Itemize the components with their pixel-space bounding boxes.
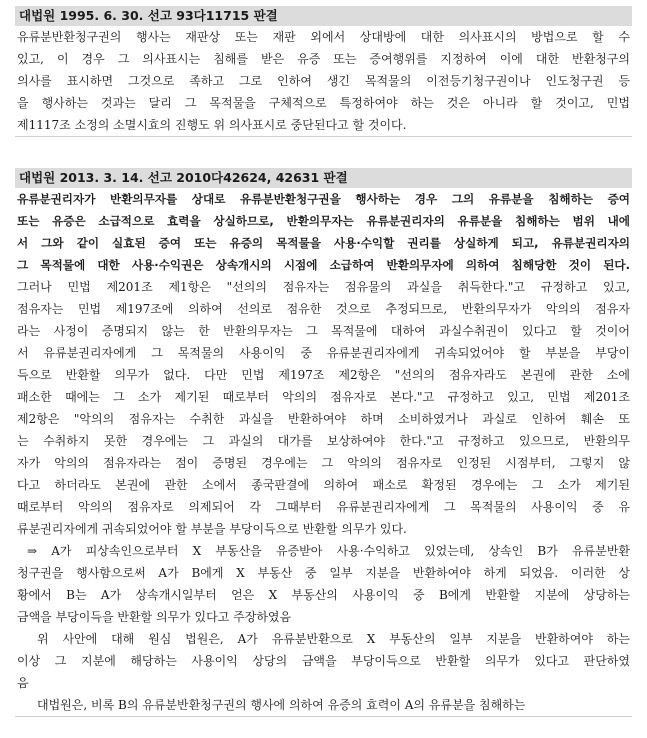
supreme-court-line: 대법원은, 비록 B의 유류분반환청구권의 행사에 의하여 유증의 효력이 A의 유류분을 침해하는	[37, 698, 526, 712]
summary-line: 황에서 B는 A가 상속개시일부터 얻은 X 부동산의 사용이익 중 B에게 반환할 지분에 상당하는	[17, 588, 630, 602]
text-line: 패소한 때에는 그 소가 제기된 때로부터 악의의 점유자로 본다."고 규정하고 있고, 민법 제201조	[17, 390, 630, 404]
holding-line: 유류분권리자가 반환의무자를 상대로 유류분반환청구권을 행사하는 경우 그의 유류분을 침해하는 증여	[17, 192, 630, 206]
text-line: 점유자는 민법 제197조에 의하여 선의로 점유한 것으로 추정되므로, 반환의무자가 악의의 점유자	[17, 302, 630, 316]
holding-line: 서 그와 같이 실효된 증여 또는 유증의 목적물을 사용·수익할 권리를 상실하게 되고, 유류분권리자의	[17, 236, 630, 250]
case-title: 대법원 2013. 3. 14. 선고 2010다42624, 42631 판결	[15, 168, 632, 188]
text-line: 제1117조 소정의 소멸시효의 진행도 위 의사표시로 중단된다고 할 것이다.	[17, 118, 407, 132]
text-line: 라는 사정이 증명되지 않는 한 반환의무자는 그 목적물에 대하여 과실수취권이 있다고 할 것이어	[17, 324, 630, 338]
text-line: 다고 하더라도 본권에 관한 소에서 종국판결에 의하여 패소로 확정된 경우에는 그 소가 제기된	[17, 478, 630, 492]
holding-line: 또는 유증은 소급적으로 효력을 상실하므로, 반환의무자는 유류분권리자의 유류분을 침해하는 범위 내에	[17, 214, 630, 228]
text-line: 제2항은 "악의의 점유자는 수취한 과실을 반환하여야 하며 소비하였거나 과실로 인하여 훼손 또	[17, 412, 630, 426]
lower-court-line: 음	[17, 676, 29, 690]
case-body	[15, 26, 632, 137]
text-line: 그러나 민법 제201조 제1항은 "선의의 점유자는 점유물의 과실을 취득한다."고 규정하고 있고,	[17, 280, 630, 294]
text-line: 때로부터 악의의 점유자로 의제되어 각 그때부터 유류분권리자에게 그 목적물의 사용이익 중 유	[17, 500, 630, 514]
summary-line: 금액을 부당이득을 반환할 의무가 있다고 주장하였음	[17, 610, 292, 624]
text-line: 을 행사하는 것과는 달리 그 목적물을 구체적으로 특정하여야 하는 것은 아니라 할 것이고, 민법	[17, 96, 630, 110]
holding-line: 그 목적물에 대한 사용·수익권은 상속개시의 시점에 소급하여 반환의무자에 의하여 침해당한 것이 된다.	[17, 258, 630, 272]
text-line: 있고, 이 경우 그 의사표시는 침해를 받은 유증 또는 증여행위를 지정하여 이에 대한 반환청구의	[17, 52, 630, 66]
text-line: 자가 악의의 점유자라는 점이 증명된 경우에는 그 악의의 점유자로 인정된 시점부터, 그렇지 않	[17, 456, 630, 470]
lower-court-line: 위 사안에 대해 원심 법원은, A가 유류분반환으로 X 부동산의 일부 지분을 반환하여야 하는	[37, 632, 630, 646]
case-title: 대법원 1995. 6. 30. 선고 93다11715 판결	[15, 6, 632, 26]
lower-court-line: 이상 그 지분에 해당하는 사용이익 상당의 금액을 부당이득으로 반환할 의무가 있다고 판단하였	[17, 654, 630, 668]
text-line: 득으로 반환할 의무가 없다. 다만 민법 제197조 제2항은 "선의의 점유자라도 본권에 관한 소에	[17, 368, 630, 382]
text-line: 류분권리자에게 귀속되었어야 할 부분을 부당이득으로 반환할 의무가 있다.	[17, 522, 407, 536]
text-line: 의사를 표시하면 그것으로 족하고 그로 인하여 생긴 목적물의 이전등기청구권이나 인도청구권 등	[17, 74, 630, 88]
case-section-2013	[15, 168, 632, 717]
text-line: 는 수취하지 못한 경우에는 그 과실의 대가를 보상하여야 한다."고 규정하고 있으므로, 반환의무	[17, 434, 630, 448]
text-line: 서 유류분권리자에게 그 목적물의 사용이익 중 유류분권리자에게 귀속되었어야 할 부분을 부당이	[17, 346, 630, 360]
case-body	[15, 188, 632, 717]
summary-line: ⇒ A가 피상속인으로부터 X 부동산을 유증받아 사용·수익하고 있었는데, 상속인 B가 유류분반환	[27, 544, 630, 558]
case-section-1995	[15, 6, 632, 137]
text-line: 유류분반환청구권의 행사는 재판상 또는 재판 외에서 상대방에 대한 의사표시의 방법으로 할 수	[17, 30, 630, 44]
summary-line: 청구권을 행사함으로써 A가 B에게 X 부동산 중 일부 지분을 반환하여야 하게 되었음. 이러한 상	[17, 566, 630, 580]
